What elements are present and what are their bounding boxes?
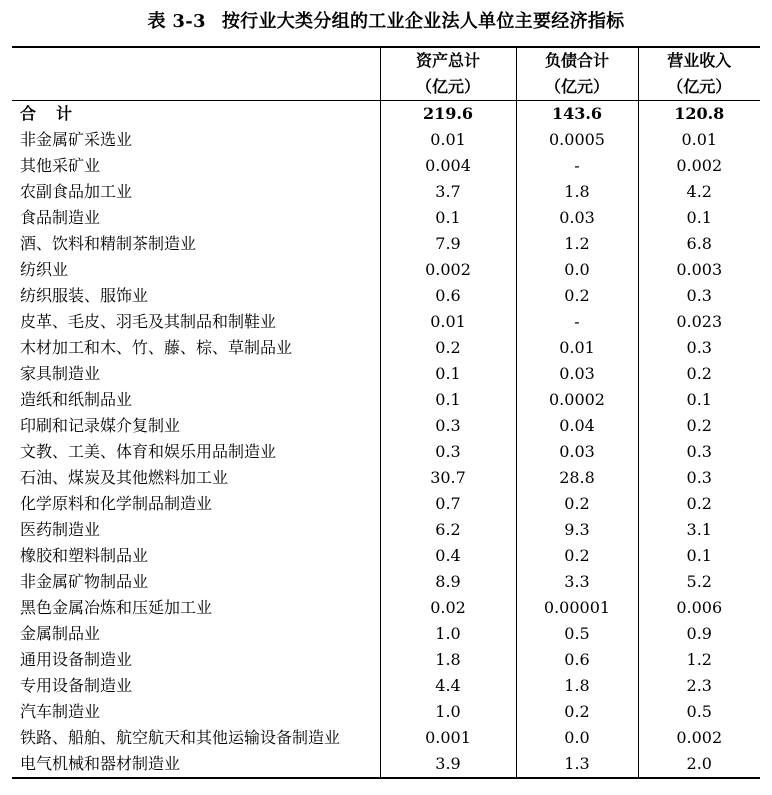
row-liabilities: 0.6: [516, 647, 638, 673]
row-name: 电气机械和器材制造业: [12, 751, 380, 778]
row-assets: 8.9: [380, 569, 516, 595]
row-revenue: 0.01: [638, 127, 760, 153]
row-name: 橡胶和塑料制品业: [20, 546, 149, 565]
table-row: [12, 257, 760, 283]
row-liabilities: 0.0: [516, 257, 638, 283]
header-assets: 资产总计: [380, 47, 516, 73]
table-row: [12, 231, 760, 257]
row-name: 皮革、毛皮、羽毛及其制品和制鞋业: [20, 312, 277, 331]
row-liabilities: 0.2: [516, 543, 638, 569]
table-row: [12, 673, 760, 699]
row-name: 其他采矿业: [20, 156, 101, 175]
row-assets: 4.4: [380, 673, 516, 699]
header-label-row: [12, 47, 760, 73]
table-row: [12, 413, 760, 439]
table-title-text: 按行业大类分组的工业企业法人单位主要经济指标: [221, 11, 625, 32]
row-name: 木材加工和木、竹、藤、棕、草制品业: [20, 338, 293, 357]
row-assets: 7.9: [380, 231, 516, 257]
table-row: [12, 361, 760, 387]
row-name: 铁路、船舶、航空航天和其他运输设备制造业: [20, 728, 341, 747]
row-liabilities: 1.2: [516, 231, 638, 257]
table-row: [12, 647, 760, 673]
table-row: [12, 309, 760, 335]
row-assets: 0.01: [380, 309, 516, 335]
row-liabilities: 0.01: [516, 335, 638, 361]
row-revenue: 0.023: [638, 309, 760, 335]
table-row: [12, 491, 760, 517]
row-assets: 0.01: [380, 127, 516, 153]
row-name: 印刷和记录媒介复制业: [20, 416, 181, 435]
row-revenue: 0.003: [638, 257, 760, 283]
row-assets: 3.7: [380, 179, 516, 205]
row-revenue: 5.2: [638, 569, 760, 595]
row-name: 文教、工美、体育和娱乐用品制造业: [20, 442, 277, 461]
row-revenue: 4.2: [638, 179, 760, 205]
row-revenue: 2.3: [638, 673, 760, 699]
row-liabilities: 28.8: [516, 465, 638, 491]
table-row: [12, 751, 760, 778]
row-revenue: 0.1: [638, 205, 760, 231]
header-revenue: 营业收入: [638, 47, 760, 73]
row-revenue: 0.3: [638, 335, 760, 361]
row-liabilities: 0.5: [516, 621, 638, 647]
row-name: 化学原料和化学制品制造业: [20, 494, 213, 513]
header-liabilities-unit: （亿元）: [516, 73, 638, 101]
table-row: [12, 335, 760, 361]
table-row: [12, 387, 760, 413]
row-assets: 0.7: [380, 491, 516, 517]
header-blank-cell: [12, 47, 380, 73]
row-liabilities: 3.3: [516, 569, 638, 595]
row-liabilities: 0.2: [516, 283, 638, 309]
row-liabilities: 0.2: [516, 699, 638, 725]
row-revenue: 0.006: [638, 595, 760, 621]
table-body: [12, 101, 760, 779]
row-revenue: 1.2: [638, 647, 760, 673]
row-revenue: 0.9: [638, 621, 760, 647]
row-revenue: 0.3: [638, 283, 760, 309]
table-row: [12, 179, 760, 205]
total-label-a: 合: [20, 104, 37, 123]
header-liabilities: 负债合计: [516, 47, 638, 73]
economic-indicators-table: [12, 46, 760, 779]
row-revenue: 0.3: [638, 439, 760, 465]
header-unit-row: [12, 73, 760, 101]
row-assets: 0.004: [380, 153, 516, 179]
row-revenue: 2.0: [638, 751, 760, 778]
row-revenue: 0.002: [638, 153, 760, 179]
row-revenue: 0.1: [638, 543, 760, 569]
row-name: 非金属矿采选业: [20, 130, 133, 149]
table-title: [0, 10, 772, 34]
row-assets: 0.1: [380, 205, 516, 231]
row-assets: 0.3: [380, 413, 516, 439]
row-assets: 0.001: [380, 725, 516, 751]
row-liabilities: 1.8: [516, 673, 638, 699]
table-row: [12, 205, 760, 231]
row-revenue: 3.1: [638, 517, 760, 543]
table-row: [12, 595, 760, 621]
row-assets: 0.4: [380, 543, 516, 569]
row-revenue: 6.8: [638, 231, 760, 257]
row-name: 纺织业: [20, 260, 69, 279]
row-assets: 0.3: [380, 439, 516, 465]
row-assets: 0.1: [380, 361, 516, 387]
table-row: [12, 725, 760, 751]
row-assets: 1.0: [380, 699, 516, 725]
row-liabilities: 0.2: [516, 491, 638, 517]
table-row: [12, 543, 760, 569]
row-liabilities: 0.0005: [516, 127, 638, 153]
row-revenue: 0.002: [638, 725, 760, 751]
row-name: 通用设备制造业: [20, 650, 133, 669]
row-name: 医药制造业: [20, 520, 101, 539]
row-liabilities: 9.3: [516, 517, 638, 543]
table-header: [12, 47, 760, 101]
row-liabilities: 0.0002: [516, 387, 638, 413]
row-assets: 1.0: [380, 621, 516, 647]
row-liabilities: 0.03: [516, 205, 638, 231]
row-name: 纺织服装、服饰业: [20, 286, 149, 305]
row-liabilities: 0.00001: [516, 595, 638, 621]
row-assets: 3.9: [380, 751, 516, 778]
row-name: 食品制造业: [20, 208, 101, 227]
header-blank-cell: [12, 73, 380, 101]
row-liabilities: 0.03: [516, 361, 638, 387]
row-name: 造纸和纸制品业: [20, 390, 133, 409]
row-liabilities: -: [516, 309, 638, 335]
table-row: [12, 439, 760, 465]
row-revenue: 0.1: [638, 387, 760, 413]
row-revenue: 0.2: [638, 491, 760, 517]
row-name: 金属制品业: [20, 624, 101, 643]
row-liabilities: 1.3: [516, 751, 638, 778]
row-liabilities: 0.03: [516, 439, 638, 465]
header-revenue-unit: （亿元）: [638, 73, 760, 101]
row-assets: 6.2: [380, 517, 516, 543]
total-label-b: 计: [56, 104, 73, 123]
total-revenue: 120.8: [638, 101, 760, 128]
row-name: 黑色金属冶炼和压延加工业: [20, 598, 213, 617]
row-liabilities: -: [516, 153, 638, 179]
row-assets: 0.02: [380, 595, 516, 621]
row-revenue: 0.5: [638, 699, 760, 725]
total-liabilities: 143.6: [516, 101, 638, 128]
row-revenue: 0.3: [638, 465, 760, 491]
row-assets: 0.1: [380, 387, 516, 413]
row-assets: 0.002: [380, 257, 516, 283]
row-name: 汽车制造业: [20, 702, 101, 721]
total-assets: 219.6: [380, 101, 516, 128]
row-name: 专用设备制造业: [20, 676, 133, 695]
table-row: [12, 517, 760, 543]
row-liabilities: 0.04: [516, 413, 638, 439]
total-row: [12, 101, 760, 128]
row-liabilities: 0.0: [516, 725, 638, 751]
row-assets: 0.2: [380, 335, 516, 361]
table-number: 表 3-3: [147, 11, 206, 32]
table-row: [12, 621, 760, 647]
row-name: [12, 101, 380, 128]
row-assets: 1.8: [380, 647, 516, 673]
table-row: [12, 283, 760, 309]
table-row: [12, 569, 760, 595]
table-row: [12, 465, 760, 491]
table-row: [12, 127, 760, 153]
table-row: [12, 153, 760, 179]
row-assets: 0.6: [380, 283, 516, 309]
row-name: 非金属矿物制品业: [20, 572, 149, 591]
row-name: 酒、饮料和精制茶制造业: [20, 234, 197, 253]
row-name: 石油、煤炭及其他燃料加工业: [20, 468, 229, 487]
table-row: [12, 699, 760, 725]
row-name: 家具制造业: [20, 364, 101, 383]
row-name: 农副食品加工业: [20, 182, 133, 201]
header-assets-unit: （亿元）: [380, 73, 516, 101]
row-assets: 30.7: [380, 465, 516, 491]
row-revenue: 0.2: [638, 361, 760, 387]
row-liabilities: 1.8: [516, 179, 638, 205]
row-revenue: 0.2: [638, 413, 760, 439]
